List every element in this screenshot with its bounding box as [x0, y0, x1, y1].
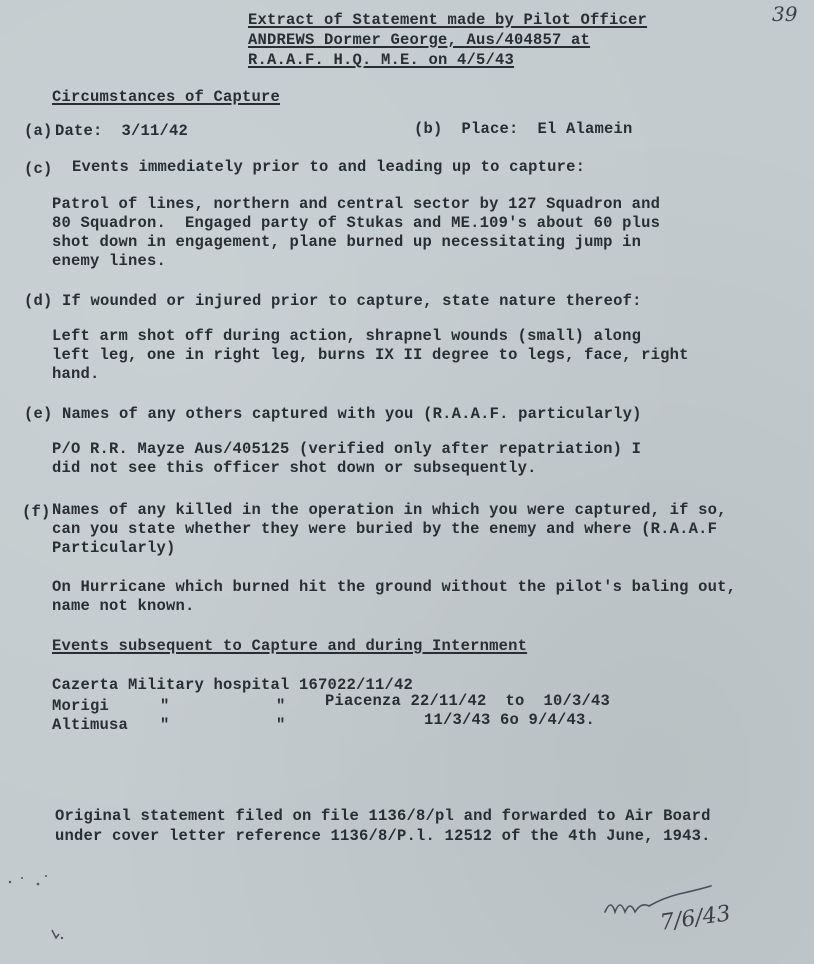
item-a-label: (a) [24, 122, 53, 140]
item-c-body-3: shot down in engagement, plane burned up necessitating jump in [52, 233, 642, 251]
item-f-label: (f) [22, 503, 51, 521]
item-c-body-1: Patrol of lines, northern and central sector by 127 Squadron and [52, 195, 661, 213]
item-f-question-3: Particularly) [52, 539, 176, 557]
item-c-body-4: enemy lines. [52, 252, 167, 270]
item-c-body-2: 80 Squadron. Engaged party of Stukas and ME.109's about 60 plus [52, 214, 661, 232]
footer-line-1: Original statement filed on file 1136/8/pl and forwarded to Air Board [55, 807, 711, 825]
internment-row-2-ditto-1: " [160, 697, 170, 715]
internment-row-2-ditto-2: " [276, 697, 286, 715]
internment-row-1-place: Cazerta Military hospital 167022/11/42 [52, 676, 414, 694]
footer-line-2: under cover letter reference 1136/8/P.l. 12512 of the 4th June, 1943. [55, 827, 711, 845]
internment-row-3-ditto-1: " [160, 716, 170, 734]
item-d-body-3: hand. [52, 365, 100, 383]
item-f-question-1: Names of any killed in the operation in which you were captured, if so, [52, 501, 727, 519]
item-e-body-1: P/O R.R. Mayze Aus/405125 (verified only after repatriation) I [52, 440, 642, 458]
internment-row-3-place: Altimusa [52, 716, 129, 734]
item-d-question: (d) If wounded or injured prior to capture, state nature thereof: [24, 292, 642, 310]
item-e-question: (e) Names of any others captured with you (R.A.A.F. particularly) [24, 405, 642, 423]
internment-heading: Events subsequent to Capture and during Internment [52, 637, 528, 655]
item-f-body-1: On Hurricane which burned hit the ground without the pilot's baling out, [52, 578, 737, 596]
item-d-body-2: left leg, one in right leg, burns IX II degree to legs, face, right [52, 346, 689, 364]
item-c-question: Events immediately prior to and leading up to capture: [72, 158, 586, 176]
folio-number: 39 [772, 2, 798, 26]
ink-specks [0, 870, 80, 960]
item-f-body-2: name not known. [52, 597, 195, 615]
header-line-3: R.A.A.F. H.Q. M.E. on 4/5/43 [248, 51, 515, 69]
item-c-label: (c) [24, 160, 53, 178]
item-a-date: Date: 3/11/42 [55, 122, 189, 140]
item-f-question-2: can you state whether they were buried by the enemy and where (R.A.A.F [52, 520, 718, 538]
internment-row-3-detail: 11/3/43 6o 9/4/43. [424, 711, 596, 729]
header-line-2: ANDREWS Dormer George, Aus/404857 at [248, 31, 591, 49]
item-b-place: (b) Place: El Alamein [414, 120, 633, 138]
item-d-body-1: Left arm shot off during action, shrapnel wounds (small) along [52, 327, 642, 345]
circumstances-heading: Circumstances of Capture [52, 88, 281, 106]
item-e-body-2: did not see this officer shot down or subsequently. [52, 459, 537, 477]
internment-row-2-detail: Piacenza 22/11/42 to 10/3/43 [325, 692, 611, 710]
internment-row-3-ditto-2: " [276, 716, 286, 734]
header-line-1: Extract of Statement made by Pilot Officer [248, 11, 648, 29]
internment-row-2-place: Morigi [52, 697, 110, 715]
signature-date: 7/6/43 [658, 901, 733, 936]
